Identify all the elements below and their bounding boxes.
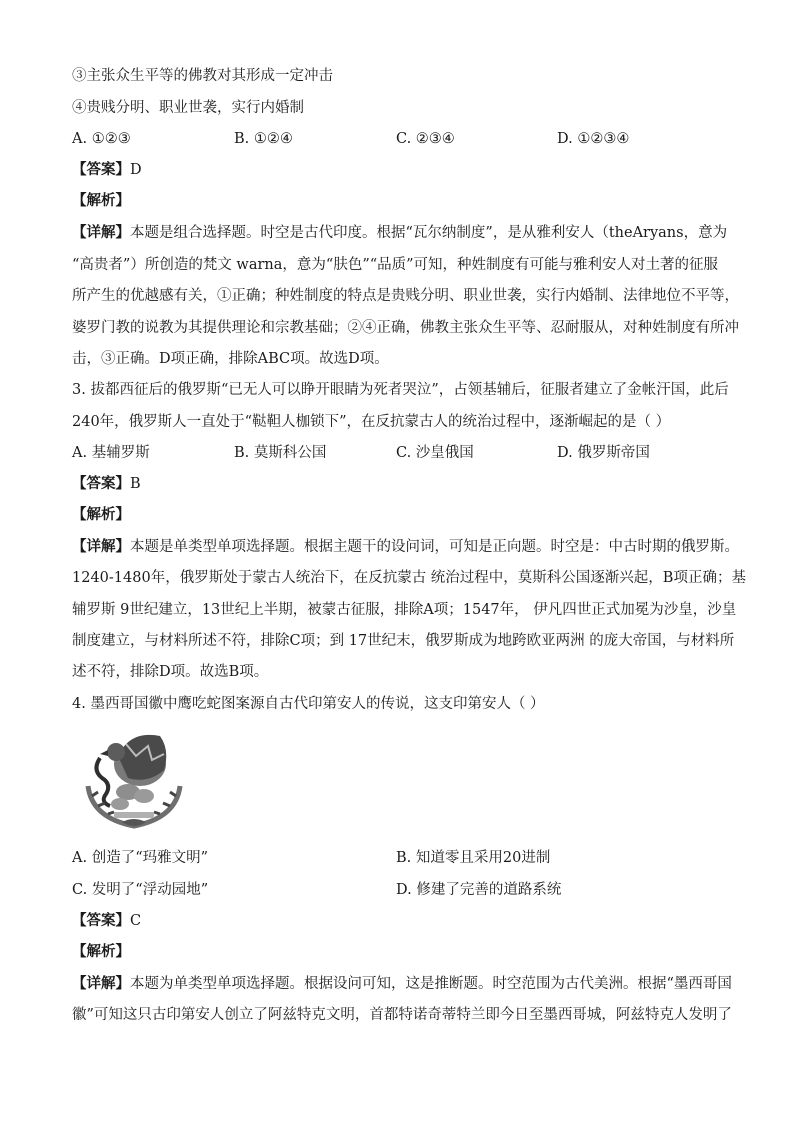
q3-detail-line-3: 辅罗斯 9世纪建立，13世纪上半期，被蒙古征服，排除A项；1547年， 伊凡四世正式加冕为沙皇，沙皇 bbox=[72, 602, 737, 618]
q3-analysis-tag: 【解析】 bbox=[72, 506, 130, 523]
q3-option-d[interactable]: D. 俄罗斯帝国 bbox=[557, 445, 650, 461]
q4-option-a[interactable]: A. 创造了“玛雅文明” bbox=[72, 850, 209, 866]
q2-detail-line-4: 婆罗门教的说教为其提供理论和宗教基础；②④正确，佛教主张众生平等、忍耐服从，对种姓制度有所冲 bbox=[72, 320, 739, 336]
q4-answer bbox=[72, 911, 141, 931]
q4-analysis-tag: 【解析】 bbox=[72, 943, 130, 960]
detail-text: 本题是单类型单项选择题。根据主题干的设问词，可知是正向题。时空是：中古时期的俄罗斯。 bbox=[130, 539, 739, 555]
q2-detail-line-2: “高贵者”）所创造的梵文 warna，意为“肤色”“品质”可知，种姓制度有可能与雅利安人对土著的征服 bbox=[72, 257, 719, 273]
q2-option-c[interactable]: C. ②③④ bbox=[396, 131, 455, 147]
detail-tag: 【详解】 bbox=[72, 538, 130, 555]
q4-detail-line-1 bbox=[72, 974, 732, 994]
detail-tag: 【详解】 bbox=[72, 975, 130, 992]
q3-stem-line-1: 3. 拔都西征后的俄罗斯“已无人可以睁开眼睛为死者哭泣”，占领基辅后，征服者建立了金帐汗国，此后 bbox=[72, 382, 729, 398]
q4-detail-line-2: 徽”可知这只古印第安人创立了阿兹特克文明，首都特诺奇蒂特兰即今日至墨西哥城，阿兹特克人发明了 bbox=[72, 1007, 732, 1023]
answer-value: C bbox=[130, 913, 142, 929]
mexican-coat-of-arms-icon bbox=[78, 726, 190, 834]
detail-tag: 【详解】 bbox=[72, 224, 130, 241]
q2-answer bbox=[72, 160, 142, 180]
q4-stem: 4. 墨西哥国徽中鹰吃蛇图案源自古代印第安人的传说，这支印第安人（ ） bbox=[72, 696, 545, 712]
answer-tag: 【答案】 bbox=[72, 161, 130, 178]
answer-value: D bbox=[130, 162, 142, 178]
q3-detail-line-1 bbox=[72, 537, 739, 557]
q3-answer bbox=[72, 474, 141, 494]
q3-detail-line-4: 制度建立，与材料所述不符，排除C项；到 17世纪末，俄罗斯成为地跨欧亚两洲 的庞大帝国，与材料所 bbox=[72, 633, 735, 649]
answer-tag: 【答案】 bbox=[72, 475, 130, 492]
detail-text: 本题是组合选择题。时空是古代印度。根据“瓦尔纳制度”，是从雅利安人（theAryans，意为 bbox=[130, 225, 728, 241]
q3-detail-line-5: 述不符，排除D项。故选B项。 bbox=[72, 664, 269, 680]
detail-text: 本题为单类型单项选择题。根据设问可知，这是推断题。时空范围为古代美洲。根据“墨西哥国 bbox=[130, 976, 732, 992]
q3-option-a[interactable]: A. 基辅罗斯 bbox=[72, 445, 150, 461]
q2-analysis-tag: 【解析】 bbox=[72, 192, 130, 209]
q2-detail-line-1 bbox=[72, 223, 727, 243]
q3-option-b[interactable]: B. 莫斯科公国 bbox=[234, 445, 327, 461]
q2-item-3: ③主张众生平等的佛教对其形成一定冲击 bbox=[72, 68, 333, 84]
answer-tag: 【答案】 bbox=[72, 912, 130, 929]
q2-detail-line-3: 所产生的优越感有关，①正确；种姓制度的特点是贵贱分明、职业世袭，实行内婚制、法律地位不平等， bbox=[72, 288, 739, 304]
q2-detail-line-5: 击，③正确。D项正确，排除ABC项。故选D项。 bbox=[72, 351, 389, 367]
q3-stem-line-2: 240年，俄罗斯人一直处于“鞑靼人枷锁下”，在反抗蒙古人的统治过程中，逐渐崛起的是（ ） bbox=[72, 414, 671, 430]
q4-option-c[interactable]: C. 发明了“浮动园地” bbox=[72, 882, 209, 898]
q2-option-b[interactable]: B. ①②④ bbox=[234, 131, 293, 147]
q4-option-d[interactable]: D. 修建了完善的道路系统 bbox=[396, 882, 562, 898]
q2-option-a[interactable]: A. ①②③ bbox=[72, 131, 131, 147]
q2-item-4: ④贵贱分明、职业世袭，实行内婚制 bbox=[72, 100, 304, 116]
q3-option-c[interactable]: C. 沙皇俄国 bbox=[396, 445, 474, 461]
q2-option-d[interactable]: D. ①②③④ bbox=[557, 131, 630, 147]
q3-detail-line-2: 1240-1480年，俄罗斯处于蒙古人统治下，在反抗蒙古 统治过程中，莫斯科公国逐渐兴起，B项正确；基 bbox=[72, 570, 746, 586]
answer-value: B bbox=[130, 476, 141, 492]
q4-option-b[interactable]: B. 知道零且采用20进制 bbox=[396, 850, 551, 866]
